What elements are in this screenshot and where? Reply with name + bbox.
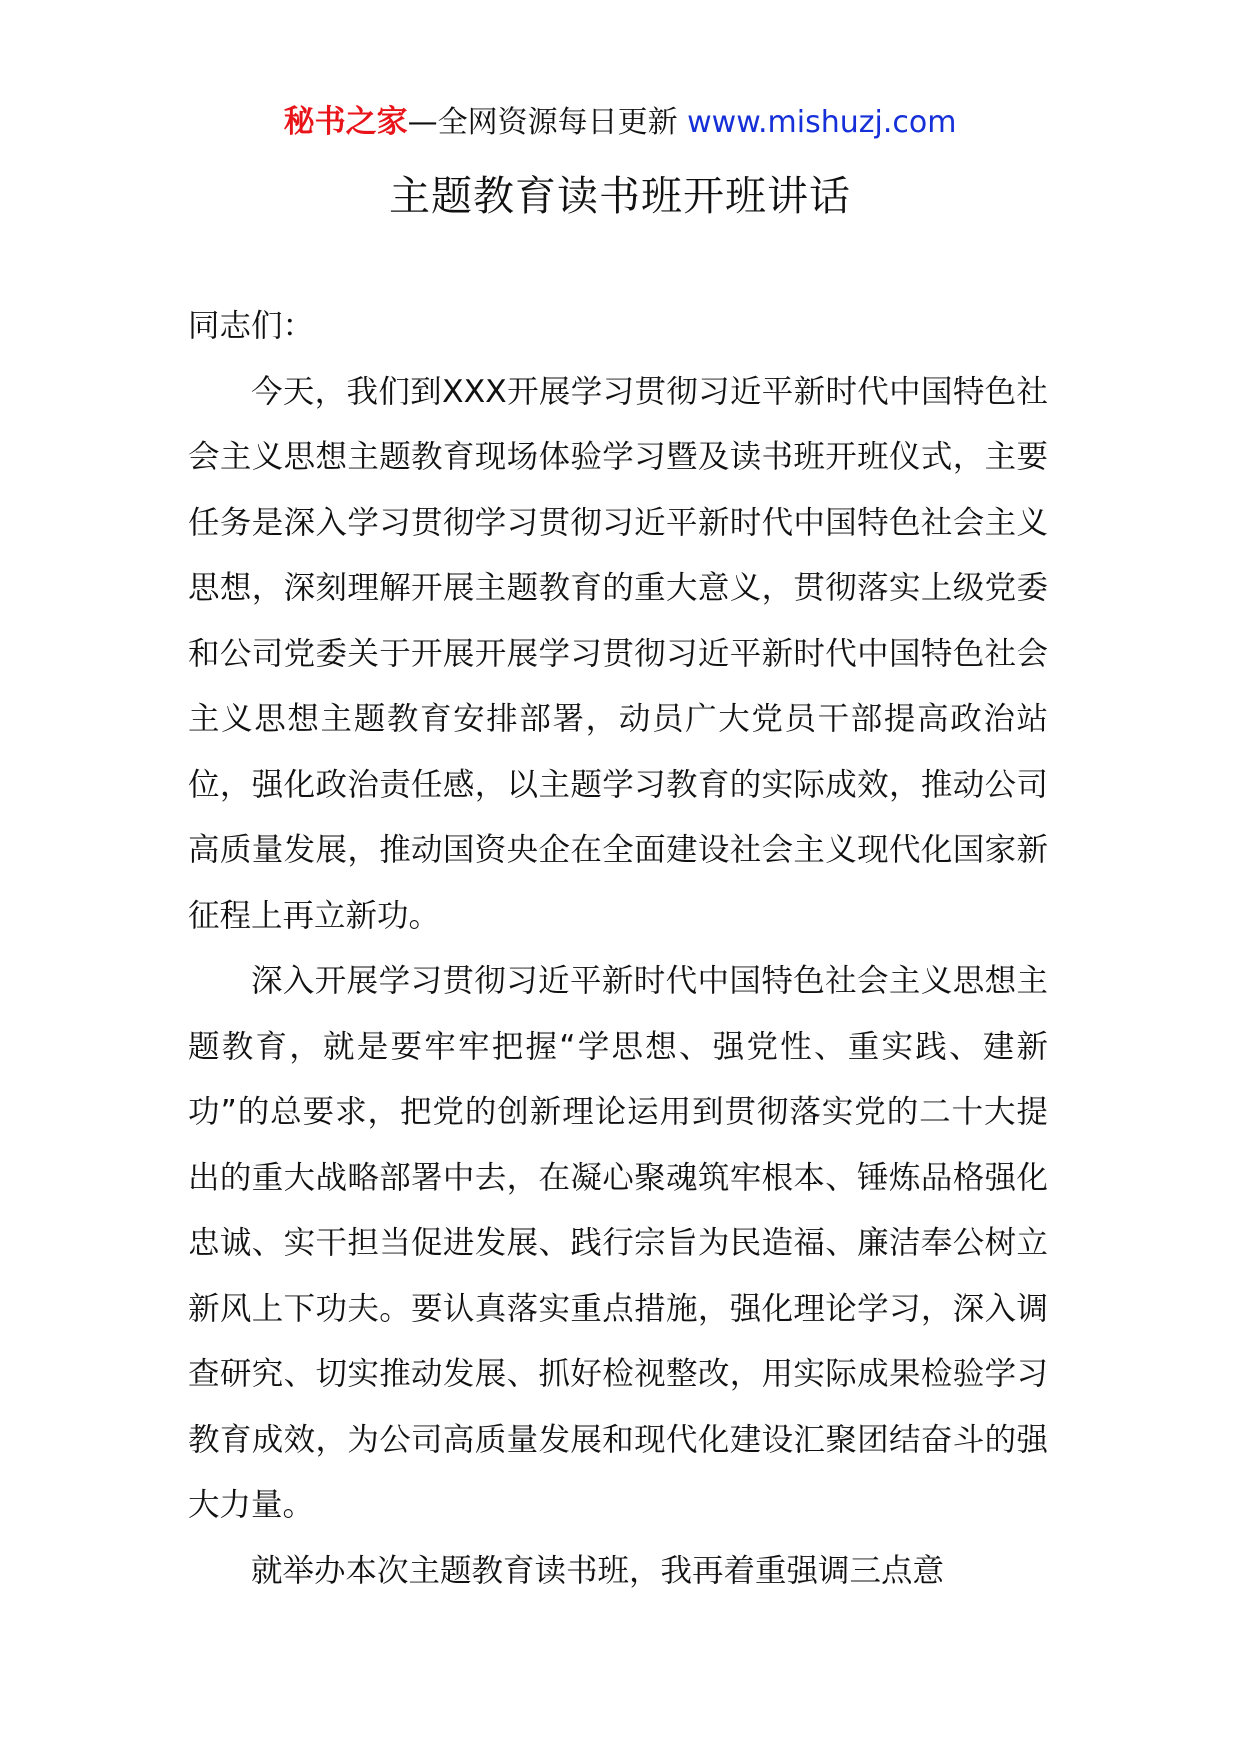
- brand-name: 秘书之家: [283, 104, 408, 140]
- body-paragraph-1: 今天，我们到XXX开展学习贯彻习近平新时代中国特色社会主义思想主题教育现场体验学习暨及读书班开班仪式，主要任务是深入学习贯彻学习贯彻习近平新时代中国特色社会主义思想，深刻理解开展主题教育的重大意义，贯彻落实上级党委和公司党委关于开展开展学习贯彻习近平新时代中国特色社会主义思想主题教育安排部署，动员广大党员干部提高政治站位，强化政治责任感，以主题学习教育的实际成效，推动公司高质量发展，推动国资央企在全面建设社会主义现代化国家新征程上再立新功。: [188, 373, 1048, 934]
- site-url-link[interactable]: www.mishuzj.com: [687, 105, 957, 140]
- body-paragraph-2: 深入开展学习贯彻习近平新时代中国特色社会主义思想主题教育，就是要牢牢把握“学思想、强党性、重实践、建新功”的总要求，把党的创新理论运用到贯彻落实党的二十大提出的重大战略部署中去，在凝心聚魂筑牢根本、锤炼品格强化忠诚、实干担当促进发展、践行宗旨为民造福、廉洁奉公树立新风上下功夫。要认真落实重点措施，强化理论学习，深入调查研究、切实推动发展、抓好检视整改，用实际成果检验学习教育成效，为公司高质量发展和现代化建设汇聚团结奋斗的强大力量。: [188, 963, 1048, 1523]
- site-header: [0, 100, 1240, 145]
- body-paragraph-3: 就举办本次主题教育读书班，我再着重强调三点意: [251, 1552, 945, 1589]
- header-tagline: —全网资源每日更新: [407, 105, 688, 140]
- salutation: 同志们：: [188, 308, 315, 344]
- document-title: 主题教育读书班开班讲话: [389, 172, 851, 220]
- document-body: [188, 294, 1048, 1604]
